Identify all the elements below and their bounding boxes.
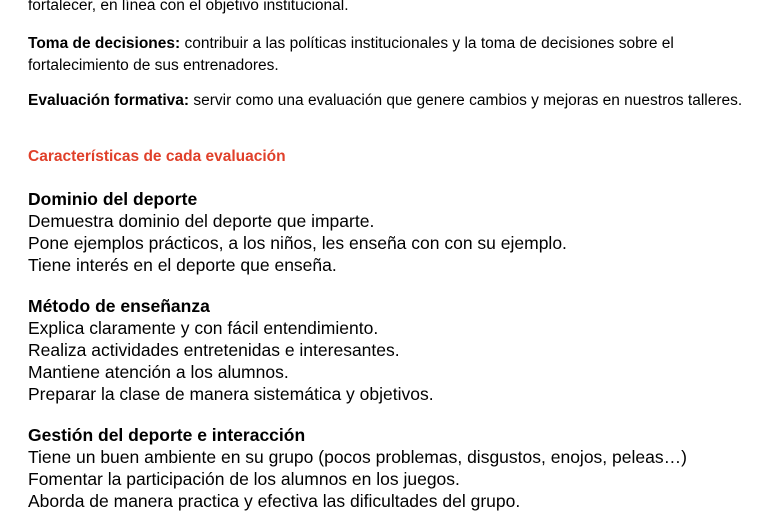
section-item: Mantiene atención a los alumnos. [28, 362, 289, 382]
purpose-label: Evaluación formativa: [28, 92, 190, 109]
purpose-formative-evaluation [28, 90, 752, 112]
section-item: Tiene interés en el deporte que enseña. [28, 255, 337, 275]
section-item: Demuestra dominio del deporte que imparte. [28, 211, 375, 231]
section-item: Fomentar la participación de los alumnos en los juegos. [28, 469, 460, 489]
purpose-label: Toma de decisiones: [28, 35, 181, 52]
section-title: Dominio del deporte [28, 189, 198, 209]
section-item: Preparar la clase de manera sistemática y objetivos. [28, 384, 434, 404]
purpose-text: contribuir a las políticas institucionales y la toma de decisiones sobre el fortalecimiento de sus entrenadores. [28, 35, 674, 74]
section-title: Método de enseñanza [28, 296, 210, 316]
section-title: Gestión del deporte e interacción [28, 425, 306, 445]
section-item: Explica claramente y con fácil entendimiento. [28, 318, 379, 338]
section-item: Pone ejemplos prácticos, a los niños, les enseña con con su ejemplo. [28, 233, 567, 253]
section-item: Aborda de manera practica y efectiva las dificultades del grupo. [28, 491, 521, 511]
purpose-decision-making [28, 33, 752, 77]
purpose-text: servir como una evaluación que genere cambios y mejoras en nuestros talleres. [189, 92, 743, 109]
section-item: Realiza actividades entretenidas e interesantes. [28, 340, 400, 360]
characteristics-heading: Características de cada evaluación [28, 148, 286, 165]
section-item: Tiene un buen ambiente en su grupo (pocos problemas, disgustos, enojos, peleas…) [28, 447, 687, 467]
intro-tail-text: fortalecer, en línea con el objetivo institucional. [28, 0, 349, 14]
